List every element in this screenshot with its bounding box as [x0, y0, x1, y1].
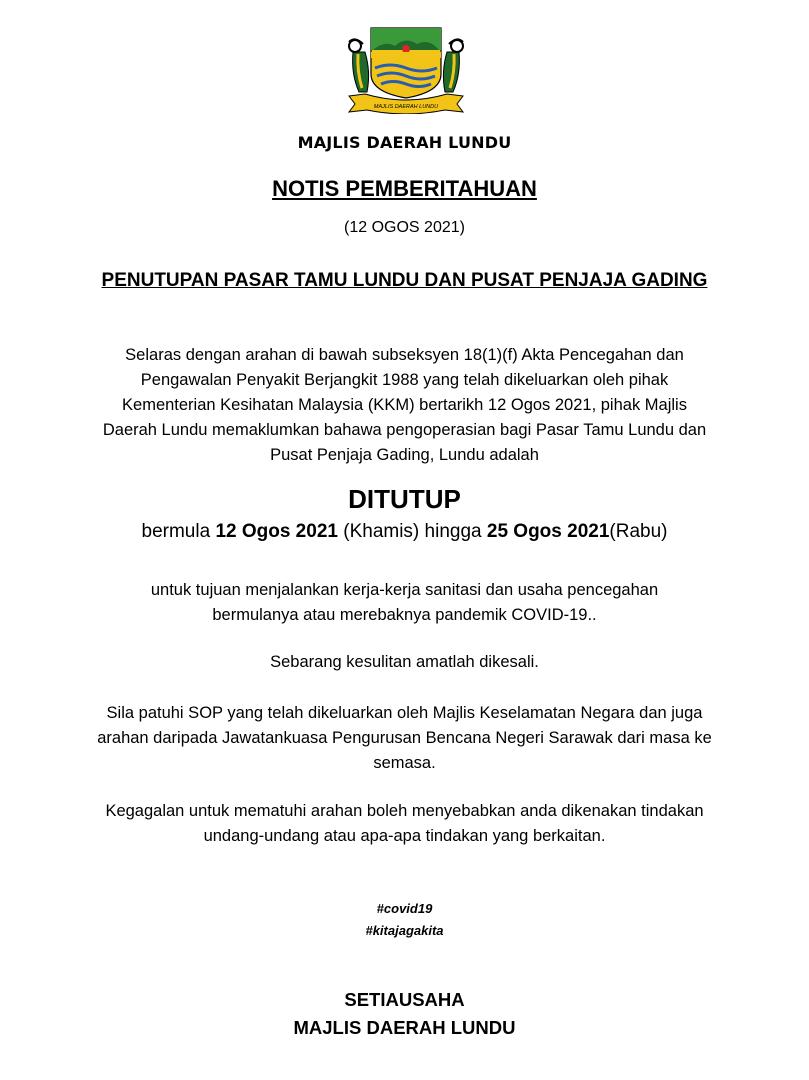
apology-text: Sebarang kesulitan amatlah dikesali.: [270, 653, 539, 671]
right-emblem-icon: [443, 39, 463, 92]
intro-line: Pusat Penjaja Gading, Lundu adalah: [270, 446, 539, 464]
intro-line: Kementerian Kesihatan Malaysia (KKM) bertarikh 12 Ogos 2021, pihak Majlis: [122, 396, 687, 414]
period-start-date: 12 Ogos 2021: [215, 521, 338, 542]
signature-organization: MAJLIS DAERAH LUNDU: [293, 1017, 516, 1038]
period-end-day: (Rabu): [609, 521, 668, 542]
notice-date: (12 OGOS 2021): [344, 219, 465, 236]
hashtag: #covid19: [376, 901, 433, 916]
notice-subject: PENUTUPAN PASAR TAMU LUNDU DAN PUSAT PENJAJA GADING: [101, 270, 708, 291]
signature-block: [0, 986, 809, 1042]
period-start-day: (Khamis) hingga: [337, 521, 487, 542]
warning-paragraph: [0, 799, 809, 849]
period-prefix: bermula: [141, 521, 216, 542]
left-emblem-icon: [349, 39, 369, 92]
logo-ribbon-text: MAJLIS DAERAH LUNDU: [373, 104, 439, 110]
purpose-line: untuk tujuan menjalankan kerja-kerja sanitasi dan usaha pencegahan: [150, 581, 659, 599]
council-logo: [345, 22, 467, 114]
shield-icon: [371, 28, 441, 98]
sop-line: arahan daripada Jawatankuasa Pengurusan Bencana Negeri Sarawak dari masa ke: [97, 729, 712, 747]
intro-paragraph: [0, 343, 809, 468]
intro-line: Selaras dengan arahan di bawah subseksyen 18(1)(f) Akta Pencegahan dan: [125, 346, 684, 364]
purpose-line: bermulanya atau merebaknya pandemik COVID-19..: [212, 606, 597, 624]
sop-line: semasa.: [373, 754, 436, 772]
warning-line: undang-undang atau apa-apa tindakan yang berkaitan.: [203, 827, 606, 845]
hashtags: [0, 898, 809, 942]
notice-title: NOTIS PEMBERITAHUAN: [272, 176, 537, 201]
sop-paragraph: [0, 701, 809, 776]
sop-line: Sila patuhi SOP yang telah dikeluarkan oleh Majlis Keselamatan Negara dan juga: [106, 704, 703, 722]
closure-period: [0, 521, 809, 543]
closure-status: DITUTUP: [348, 484, 461, 514]
purpose-paragraph: [0, 578, 809, 628]
organization-name: MAJLIS DAERAH LUNDU: [297, 133, 512, 152]
intro-line: Pengawalan Penyakit Berjangkit 1988 yang telah dikeluarkan oleh pihak: [140, 371, 669, 389]
intro-line: Daerah Lundu memaklumkan bahawa pengoperasian bagi Pasar Tamu Lundu dan: [102, 421, 707, 439]
warning-line: Kegagalan untuk mematuhi arahan boleh menyebabkan anda dikenakan tindakan: [105, 802, 704, 820]
period-end-date: 25 Ogos 2021: [486, 521, 610, 542]
signature-title: SETIAUSAHA: [344, 989, 465, 1010]
hashtag: #kitajagakita: [365, 923, 444, 938]
